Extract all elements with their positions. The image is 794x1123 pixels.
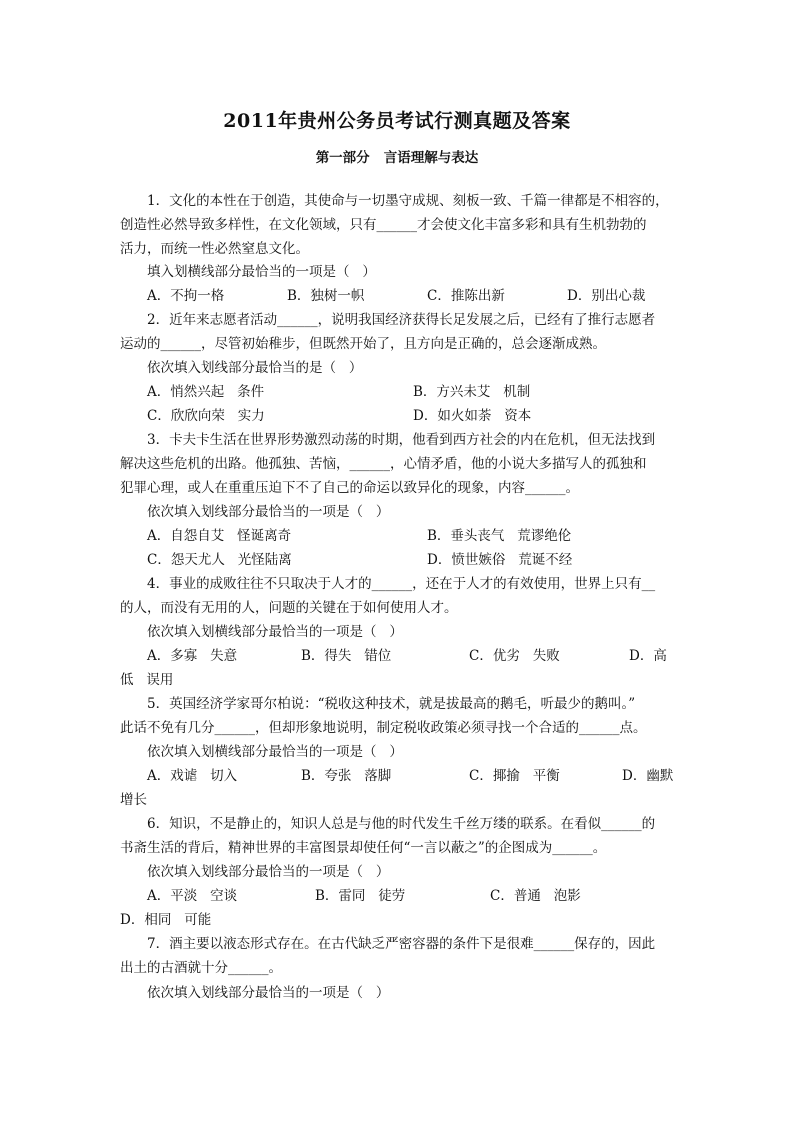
- q6-text-line-2: 书斋生活的背后，精神世界的丰富图景却使任何“一言以蔽之”的企图成为______。: [120, 840, 607, 856]
- q7-text-line-2: 出土的古酒就十分______。: [120, 960, 282, 976]
- q4-option-d-wrap: 低 误用: [120, 672, 174, 688]
- q1-option-d: D．别出心裁: [567, 288, 646, 304]
- q5-prompt: 依次填入划横线部分最恰当的一项是（ ）: [147, 744, 403, 760]
- q7-text-line-1: 7．酒主要以液态形式存在。在古代缺乏严密容器的条件下是很难______保存的，因此: [147, 936, 656, 952]
- q3-text-line-2: 解决这些危机的出路。他孤独、苦恼，______，心情矛盾，他的小说大多描写人的孤独和: [120, 456, 647, 472]
- q5-option-a: A．戏谑 切入: [147, 768, 238, 784]
- section-heading: 第一部分 言语理解与表达: [315, 150, 479, 166]
- q1-text-line-2: 创造性必然导致多样性，在文化领域，只有______才会使文化丰富多彩和具有生机勃勃的: [120, 217, 647, 233]
- q5-option-d: D．幽默: [622, 768, 674, 784]
- document-title: 2011年贵州公务员考试行测真题及答案: [223, 110, 571, 132]
- q4-prompt: 依次填入划横线部分最恰当的一项是（ ）: [147, 624, 403, 640]
- q1-text-line-3: 活力，而统一性必然窒息文化。: [120, 241, 309, 257]
- q3-text-line-1: 3．卡夫卡生活在世界形势激烈动荡的时期，他看到西方社会的内在危机，但无法找到: [147, 432, 656, 448]
- q4-text-line-2: 的人，而没有无用的人，问题的关键在于如何使用人才。: [120, 600, 458, 616]
- q6-option-d: D．相同 可能: [120, 912, 212, 928]
- q6-text-line-1: 6．知识，不是静止的，知识人总是与他的时代发生千丝万缕的联系。在看似______的: [147, 816, 656, 832]
- q4-option-d: D．高: [629, 648, 667, 664]
- q1-option-c: C．推陈出新: [427, 288, 505, 304]
- q2-text-line-1: 2．近年来志愿者活动______，说明我国经济获得长足发展之后，已经有了推行志愿者: [147, 312, 656, 328]
- q6-option-b: B．雷同 徒劳: [315, 888, 406, 904]
- q2-prompt: 依次填入划线部分最恰当的是（ ）: [147, 360, 363, 376]
- q5-option-c: C．揶揄 平衡: [469, 768, 560, 784]
- q2-option-a: A．悄然兴起 条件: [147, 384, 265, 400]
- q3-option-a: A．自怨自艾 怪诞离奇: [147, 528, 292, 544]
- q1-prompt: 填入划横线部分最恰当的一项是（ ）: [147, 264, 376, 280]
- q3-option-c: C．怨天尤人 光怪陆离: [147, 552, 292, 568]
- q1-text-line-1: 1．文化的本性在于创造，其使命与一切墨守成规、刻板一致、千篇一律都是不相容的，: [147, 193, 669, 209]
- q2-option-d: D．如火如荼 资本: [413, 408, 532, 424]
- q1-option-a: A．不拘一格: [147, 288, 225, 304]
- q7-prompt: 依次填入划线部分最恰当的一项是（ ）: [147, 985, 390, 1001]
- q4-option-b: B．得失 错位: [301, 648, 392, 664]
- q3-text-line-3: 犯罪心理，或人在重重压迫下不了自己的命运以致异化的现象，内容______。: [120, 480, 579, 496]
- q3-prompt: 依次填入划线部分最恰当的一项是（ ）: [147, 504, 390, 520]
- q6-option-c: C．普通 泡影: [490, 888, 581, 904]
- q5-option-b: B．夸张 落脚: [301, 768, 392, 784]
- q3-option-d: D．愤世嫉俗 荒诞不经: [427, 552, 573, 568]
- q5-option-d-wrap: 增长: [120, 792, 147, 808]
- q1-option-b: B．独树一帜: [287, 288, 365, 304]
- q5-text-line-2: 此话不免有几分______，但却形象地说明，制定税收政策必须寻找一个合适的______点。: [120, 720, 647, 736]
- q2-option-b: B．方兴未艾 机制: [413, 384, 531, 400]
- q4-option-a: A．多寡 失意: [147, 648, 238, 664]
- q4-text-line-1: 4．事业的成败往往不只取决于人才的______，还在于人才的有效使用，世界上只有__: [147, 576, 656, 592]
- q4-option-c: C．优劣 失败: [469, 648, 560, 664]
- q6-option-a: A．平淡 空谈: [147, 888, 238, 904]
- q6-prompt: 依次填入划线部分最恰当的一项是（ ）: [147, 864, 390, 880]
- q5-text-line-1: 5．英国经济学家哥尔柏说：“税收这种技术，就是拔最高的鹅毛，听最少的鹅叫。”: [147, 696, 636, 712]
- q3-option-b: B．垂头丧气 荒谬绝伦: [427, 528, 572, 544]
- q2-option-c: C．欣欣向荣 实力: [147, 408, 265, 424]
- q2-text-line-2: 运动的______，尽管初始稚步，但既然开始了，且方向是正确的，总会逐渐成熟。: [120, 336, 606, 352]
